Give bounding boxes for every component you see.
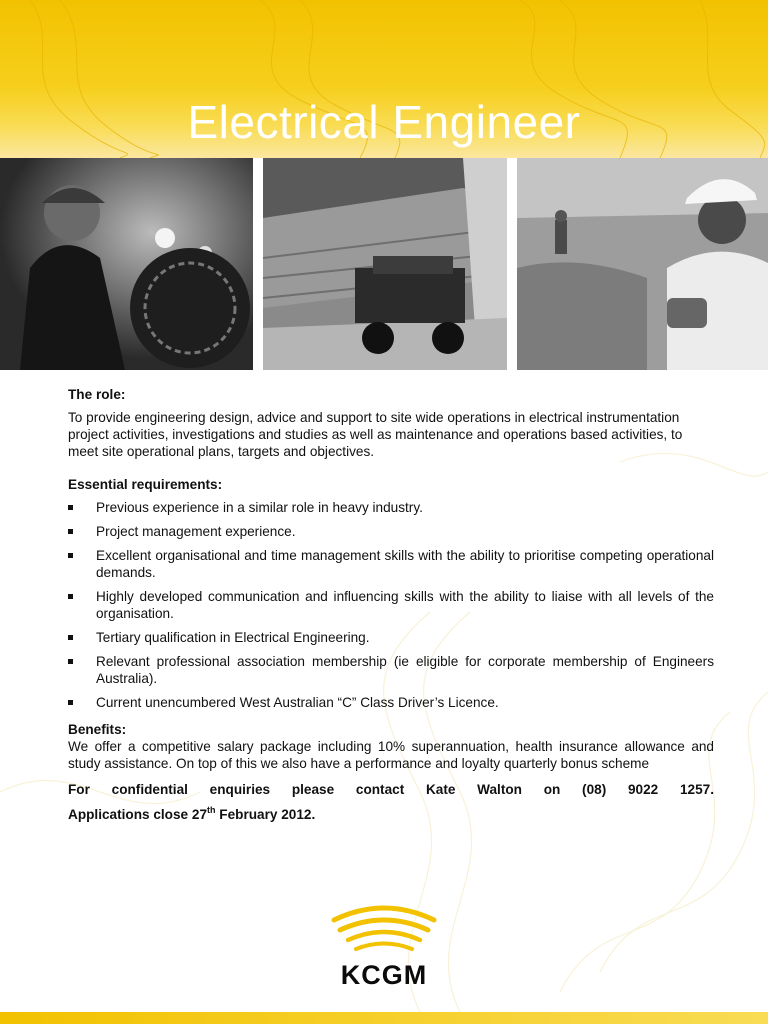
role-heading: The role: (68, 387, 126, 402)
list-item: Tertiary qualification in Electrical Engineering. (68, 629, 714, 646)
bullet-icon (68, 505, 73, 510)
field-worker-hardhat-photo (517, 158, 768, 370)
contact-phone: 9022 (627, 782, 659, 797)
contact-word: on (543, 782, 561, 797)
contact-phone: 1257. (679, 782, 714, 797)
contact-phone: (08) (582, 782, 607, 797)
job-description (68, 386, 714, 823)
list-item: Excellent organisational and time management skills with the ability to prioritise competing operational demands. (68, 547, 714, 581)
contact-word: contact (355, 782, 405, 797)
list-item: Project management experience. (68, 523, 714, 540)
page-title: Electrical Engineer (187, 96, 581, 148)
bullet-icon (68, 594, 73, 599)
contact-word: For (68, 782, 90, 797)
benefits-text: We offer a competitive salary package including 10% superannuation, health insurance allowance and study assistance. On top of this we also have a performance and loyalty quarterly bonus scheme (68, 739, 714, 771)
contact-line (68, 781, 714, 798)
footer-bar (0, 1012, 768, 1024)
role-text: To provide engineering design, advice and support to site wide operations in electrical instrumentation project activities, investigations and studies as well as maintenance and operations based activities, to meet site operational plans, targets and objectives. (68, 410, 683, 459)
contact-word: enquiries (209, 782, 271, 797)
haul-truck-open-pit-photo (263, 158, 507, 370)
bullet-icon (68, 553, 73, 558)
requirements-list (68, 499, 714, 711)
contact-word: please (291, 782, 335, 797)
contact-name: Kate (425, 782, 456, 797)
list-item: Previous experience in a similar role in heavy industry. (68, 499, 714, 516)
bullet-icon (68, 635, 73, 640)
requirements-heading: Essential requirements: (68, 477, 223, 492)
header-banner (0, 0, 768, 158)
bullet-icon (68, 700, 73, 705)
list-item: Relevant professional association membership (ie eligible for corporate membership of Engineers Australia). (68, 653, 714, 687)
logo-swoosh-icon (322, 898, 446, 960)
bullet-icon (68, 659, 73, 664)
applications-close: Applications close 27th February 2012. (68, 805, 316, 822)
list-item: Highly developed communication and influencing skills with the ability to liaise with all levels of the organisation. (68, 588, 714, 622)
kcgm-logo (322, 898, 446, 988)
contact-word: confidential (111, 782, 188, 797)
contact-name: Walton (477, 782, 522, 797)
miner-with-headlamp-photo (0, 158, 253, 370)
bullet-icon (68, 529, 73, 534)
logo-wordmark: KCGM (340, 960, 428, 990)
list-item: Current unencumbered West Australian “C” Class Driver’s Licence. (68, 694, 714, 711)
benefits-heading: Benefits: (68, 722, 127, 737)
